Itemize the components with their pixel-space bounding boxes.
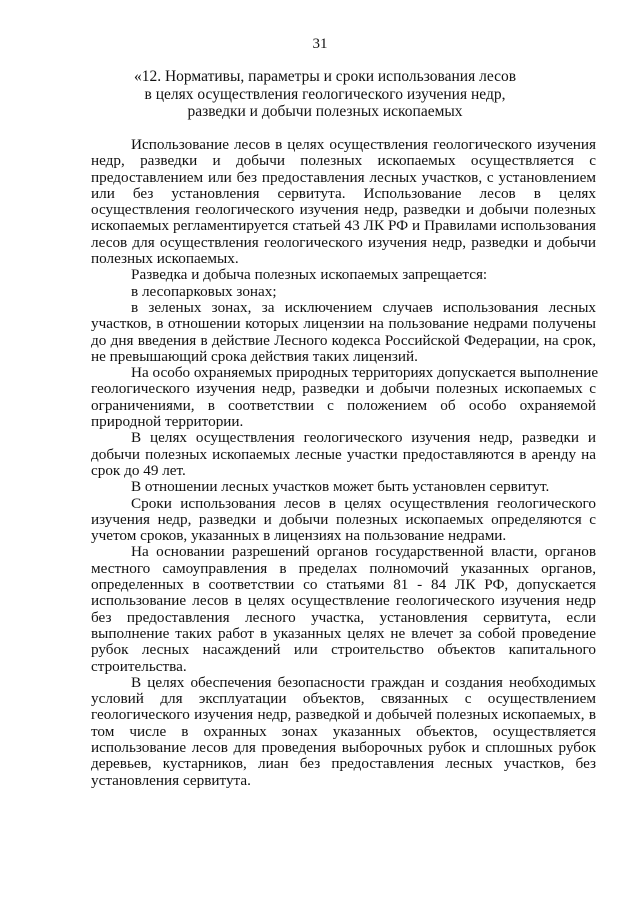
paragraph xyxy=(91,137,596,267)
text-line: На особо охраняемых природных территориях допускается выполнение xyxy=(131,364,599,382)
text-line: строительства. xyxy=(91,657,187,675)
text-line: изучения недр, разведки и добычи полезных ископаемых определяются с xyxy=(91,510,596,528)
text-line: условий для эксплуатации объектов, связанных с осуществлением xyxy=(91,690,596,708)
text-line: срок до 49 лет. xyxy=(91,461,186,479)
paragraph xyxy=(91,479,596,495)
text-line: до дня введения в действие Лесного кодекса Российской Федерации, на срок, xyxy=(91,331,596,349)
text-line: лесов для осуществления геологического изучения недр, разведки и добычи xyxy=(91,233,596,251)
text-line: рубок лесных насаждений или строительство объектов капитального xyxy=(91,641,596,659)
text-line: добычи полезных ископаемых лесные участки предоставляются в аренду на xyxy=(91,445,596,463)
text-line: ископаемых регламентируется статьей 43 ЛК РФ и Правилами использования xyxy=(91,217,596,235)
document-body xyxy=(91,136,599,789)
paragraph xyxy=(91,496,596,545)
text-line: геологического изучения недр, разведки и добычи полезных ископаемых с xyxy=(91,380,596,398)
paragraph xyxy=(91,430,596,479)
text-line: недр, разведки и добычи полезных ископаемых осуществляется с xyxy=(91,152,596,170)
text-line: использование лесов для проведения выборочных рубок и сплошных рубок xyxy=(91,738,596,756)
text-line: В отношении лесных участков может быть установлен сервитут. xyxy=(131,478,550,496)
text-line: участков, в отношении которых лицензии на пользование недрами получены xyxy=(91,315,596,333)
heading-line: «12. Нормативы, параметры и сроки использования лесов xyxy=(133,68,517,85)
text-line: в лесопарковых зонах; xyxy=(131,282,277,300)
text-line: Использование лесов в целях осуществления геологического изучения xyxy=(131,136,596,153)
text-line: предоставлением или без предоставления лесных участков, с установлением xyxy=(91,168,596,186)
page-number: 31 xyxy=(312,36,328,52)
text-line: Разведка и добыча полезных ископаемых запрещается: xyxy=(131,266,488,284)
text-line: выполнение таких работ в указанных целях не влечет за собой проведение xyxy=(91,624,596,642)
text-line: местного самоуправления в пределах полномочий указанных органов, xyxy=(91,559,596,577)
text-line: В целях обеспечения безопасности граждан и создания необходимых xyxy=(131,673,596,691)
text-line: установления сервитута. xyxy=(91,771,251,789)
paragraph xyxy=(91,300,596,365)
text-line: том числе в охранных зонах указанных объектов, осуществляется xyxy=(91,722,596,740)
text-line: осуществления геологического изучения недр, разведки и добычи полезных xyxy=(91,201,596,219)
text-line: Сроки использования лесов в целях осуществления геологического xyxy=(131,494,596,512)
text-line: не превышающий срока действия таких лицензий. xyxy=(91,347,418,365)
text-line: В целях осуществления геологического изучения недр, разведки и xyxy=(131,429,596,447)
text-line: деревьев, кустарников, лиан без предоставления лесных участков, без xyxy=(91,755,596,773)
paragraph xyxy=(91,267,596,283)
text-line: На основании разрешений органов государственной власти, органов xyxy=(131,543,596,561)
text-line: природной территории. xyxy=(91,413,244,431)
paragraph xyxy=(91,284,596,300)
heading-line: разведки и добычи полезных ископаемых xyxy=(187,103,463,120)
text-line: учетом сроков, указанных в лицензиях на пользование недрами. xyxy=(91,527,507,545)
paragraph xyxy=(91,364,599,431)
heading-line: в целях осуществления геологического изучения недр, xyxy=(144,85,506,103)
paragraph xyxy=(91,544,596,674)
text-line: без предоставления лесного участка, установления сервитута, если xyxy=(91,608,596,626)
text-line: в зеленых зонах, за исключением случаев использования лесных xyxy=(131,298,596,316)
text-line: или без установления сервитута. Использование лесов в целях xyxy=(91,184,596,202)
section-heading xyxy=(110,68,540,121)
text-line: полезных ископаемых. xyxy=(91,250,239,268)
text-line: использование лесов в целях осуществление геологического изучения недр xyxy=(91,592,596,610)
text-line: ограничениями, в соответствии с положением об особо охраняемой xyxy=(91,396,596,414)
text-line: геологического изучения недр, разведкой и добычей полезных ископаемых, в xyxy=(91,706,596,724)
text-line: определенных в соответствии со статьями 81 - 84 ЛК РФ, допускается xyxy=(91,576,596,594)
paragraph xyxy=(91,675,596,789)
